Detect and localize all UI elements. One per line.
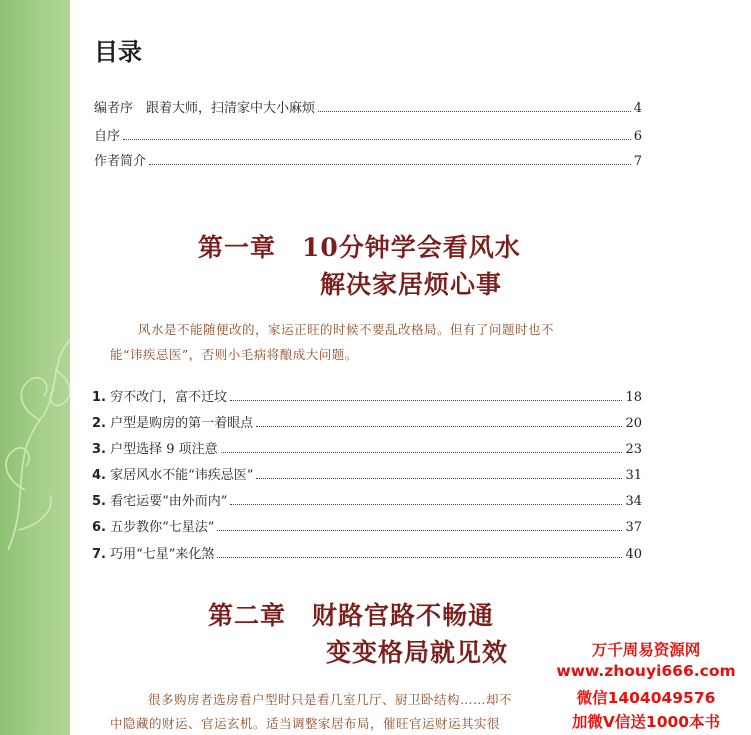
dot-leader (123, 138, 631, 140)
watermark-line4: 加微V信送1000本书 (571, 713, 721, 731)
entry-page: 37 (625, 520, 642, 535)
entry-number: 7. (92, 547, 106, 562)
entry-page: 7 (633, 154, 642, 169)
toc-entry-1-3 (92, 437, 642, 457)
toc-entry-preface-editor (94, 96, 642, 116)
toc-entry-author-bio (94, 149, 642, 169)
watermark-line1: 万千周易资源网 (591, 641, 701, 659)
entry-page: 18 (625, 390, 642, 405)
entry-text: 五步教你“七星法” (110, 520, 215, 535)
entry-number: 2. (92, 416, 106, 431)
toc-entry-preface-author (94, 124, 642, 144)
entry-label (92, 490, 227, 509)
entry-page: 31 (625, 468, 642, 483)
dot-leader (217, 556, 622, 558)
entry-label: 自序 (94, 129, 121, 144)
dot-leader (318, 110, 631, 112)
toc-entry-1-1 (92, 385, 642, 405)
entry-number: 5. (92, 494, 106, 509)
watermark-line2: www.zhouyi666.com (556, 662, 736, 680)
entry-number: 3. (92, 442, 106, 457)
entry-label: 编者序 跟着大师，扫清家中大小麻烦 (94, 101, 316, 116)
entry-page: 20 (625, 416, 642, 431)
entry-page: 23 (625, 442, 642, 457)
watermark-line3: 微信1404049576 (576, 689, 716, 707)
document-page (70, 0, 751, 735)
chapter1-intro-line1: 风水是不能随便改的，家运正旺的时候不要乱改格局。但有了问题时也不 (138, 322, 555, 337)
dot-leader (256, 477, 622, 479)
entry-number: 1. (92, 390, 106, 405)
chapter2-intro-line2: 中隐藏的财运、官运玄机。适当调整家居布局，催旺官运财运其实很 (110, 716, 501, 731)
entry-text: 穷不改门，富不迁坟 (110, 390, 228, 405)
entry-label (92, 464, 253, 483)
dot-leader (217, 529, 622, 531)
toc-entry-1-7 (92, 542, 642, 562)
chapter2-intro-line1: 很多购房者选房看户型时只是看几室几厅、厨卫卧结构……却不 (148, 692, 513, 707)
toc-entry-1-2 (92, 411, 642, 431)
dot-leader (149, 163, 631, 165)
toc-entry-1-5 (92, 489, 642, 509)
dot-leader (230, 399, 622, 401)
entry-number: 6. (92, 520, 106, 535)
entry-label (92, 438, 218, 457)
dot-leader (221, 451, 623, 453)
toc-entry-1-4 (92, 463, 642, 483)
entry-label (92, 386, 227, 405)
chapter1-title-line1: 第一章 10分钟学会看风水 (198, 233, 521, 262)
entry-text: 户型选择 9 项注意 (110, 442, 218, 457)
entry-text: 户型是购房的第一着眼点 (110, 416, 254, 431)
entry-page: 40 (625, 547, 642, 562)
entry-page: 4 (633, 101, 642, 116)
entry-label (92, 516, 214, 535)
floral-ornament (0, 300, 80, 560)
entry-text: 巧用“七星”来化煞 (110, 547, 215, 562)
entry-number: 4. (92, 468, 106, 483)
toc-entry-1-6 (92, 515, 642, 535)
dot-leader (230, 503, 622, 505)
entry-label: 作者简介 (94, 154, 147, 169)
chapter2-title-line2: 变变格局就见效 (326, 638, 509, 667)
entry-label (92, 543, 214, 562)
entry-text: 看宅运要“由外而内” (110, 494, 228, 509)
entry-text: 家居风水不能“讳疾忌医” (110, 468, 254, 483)
entry-label (92, 412, 253, 431)
toc-title: 目录 (94, 38, 142, 66)
chapter1-title-line2: 解决家居烦心事 (320, 270, 503, 299)
chapter1-intro-line2: 能“讳疾忌医”，否则小毛病将酿成大问题。 (110, 347, 358, 362)
chapter2-title-line1: 第二章 财路官路不畅通 (208, 601, 495, 630)
entry-page: 34 (625, 494, 642, 509)
entry-page: 6 (633, 129, 642, 144)
dot-leader (256, 425, 622, 427)
